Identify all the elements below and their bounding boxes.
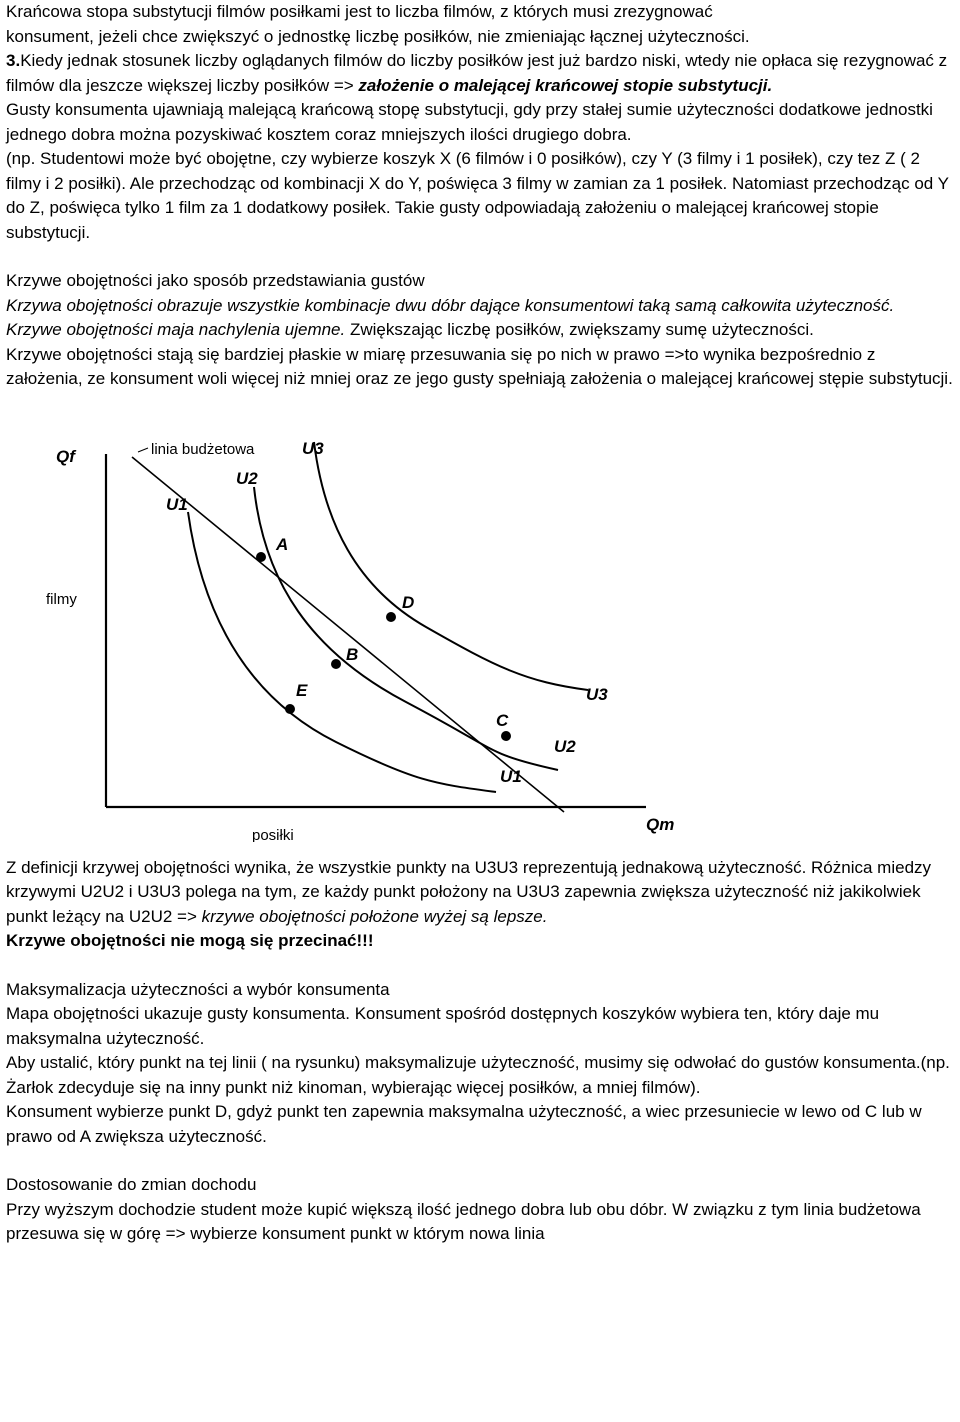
heading-indifference-curves: Krzywe obojętności jako sposób przedstawiania gustów [6, 271, 425, 290]
paragraph-no-crossing: Krzywe obojętności nie mogą się przecinać!!! [6, 931, 374, 950]
point-c-label: C [496, 710, 509, 730]
paragraph-definition [6, 0, 956, 49]
paragraph-tastes: Gusty konsumenta ujawniają malejącą krańcową stopę substytucji, gdy przy stałej sumie użyteczności dodatkowe jednostki jednego dobra można pozyskiwać kosztem coraz mniejszych ilości drugiego dobra. [6, 100, 933, 144]
paragraph-higher-income: Przy wyższym dochodzie student może kupić większą ilość jednego dobra lub obu dóbr. W związku z tym linia budżetowa przesuwa się w górę => wybierze konsument punkt w którym nowa linia [6, 1199, 921, 1243]
indifference-map-svg [6, 402, 686, 842]
emphasis-text: założenie o malejącej krańcowej stopie substytucji. [358, 75, 773, 95]
label-u3-right: U3 [586, 684, 608, 704]
point-e-label: E [296, 680, 308, 700]
budget-line [132, 457, 564, 812]
text-span: Z definicji krzywej obojętności wynika, że wszystkie punkty na U3U3 reprezentują jednakową użyteczność. Różnica miedzy krzywymi U2U2 i U3U3 polega na tym, ze każdy punkt położony na U3U3 zapewnia zwiększa użyteczność niż jakikolwiek punkt leżący na U2U2 => [6, 857, 932, 926]
point-a-label: A [276, 534, 289, 554]
point-c-marker [501, 731, 511, 741]
paragraph-choose-point: Aby ustalić, który punkt na tej linii ( na rysunku) maksymalizuje użyteczność, musimy się odwołać do gustów konsumenta.(np. Żarłok zdecyduje się na inny punkt niż kinoman, wybierając więcej posiłków, a mniej filmów). [6, 1053, 950, 1097]
label-u2-top: U2 [236, 468, 258, 488]
label-u2-right: U2 [554, 736, 576, 756]
text-span: Kiedy jednak stosunek liczby oglądanych filmów do liczby posiłków jest już bardzo niski, wtedy nie opłaca się rezygnować z filmów dla jeszcze większej liczby posiłków => [6, 51, 948, 95]
y-axis-label: Qf [56, 446, 75, 466]
label-u1-top: U1 [166, 494, 188, 514]
paragraph-flatter-curves: Krzywe obojętności stają się bardziej płaskie w miarę przesuwania się po nich w prawo =>to wynika bezpośrednio z założenia, ze konsument woli więcej niż mniej oraz ze jego gusty spełniają założenia o malejącej krańcowej stępie substytucji. [6, 344, 953, 388]
curve-u1 [188, 512, 496, 792]
list-number: 3. [6, 51, 21, 70]
paragraph-point-d: Konsument wybierze punkt D, gdyż punkt ten zapewnia maksymalna użyteczność, a wiec przesuniecie w lewo od C lub w prawo od A zwiększa użyteczność. [6, 1102, 922, 1146]
paragraph-negative-slope [6, 318, 956, 343]
point-e-marker [285, 704, 295, 714]
x-title: posiłki [252, 826, 294, 842]
heading-utility-maximization: Maksymalizacja użyteczności a wybór konsumenta [6, 979, 390, 999]
point-b-marker [331, 659, 341, 669]
paragraph-curve-definition: Krzywa obojętności obrazuje wszystkie kombinacje dwu dóbr dające konsumentowi taką samą całkowita użyteczność. [6, 295, 895, 315]
budget-line-label: linia budżetowa [151, 440, 255, 458]
curve-u2 [254, 487, 558, 770]
point-d-marker [386, 612, 396, 622]
point-d-label: D [402, 592, 415, 612]
budget-label-tick [138, 448, 148, 452]
point-a-marker [256, 552, 266, 562]
heading-income-change: Dostosowanie do zmian dochodu [6, 1175, 257, 1194]
indifference-map-figure [6, 402, 686, 842]
italic-text: Krzywe obojętności maja nachylenia ujemne. [6, 320, 346, 339]
italic-text: krzywe obojętności położone wyżej są lepsze. [201, 906, 548, 926]
text-line: konsument, jeżeli chce zwiększyć o jednostkę liczbę posiłków, nie zmieniając łącznej użyteczności. [6, 26, 750, 46]
label-u1-right: U1 [500, 766, 522, 786]
paragraph-higher-better [6, 856, 956, 930]
paragraph-example: (np. Studentowi może być obojętne, czy wybierze koszyk X (6 filmów i 0 posiłków), czy Y (3 filmy i 1 posiłek), czy tez Z ( 2 filmy i 2 posiłki). Ale przechodząc od kombinacji X do Y, poświęca 3 filmy w zamian za 1 posiłek. Natomiast przechodząc od Y do Z, poświęca tylko 1 film za 1 dodatkowy posiłek. Takie gusty odpowiadają założeniu o malejącej krańcowej stopie substytucji. [6, 149, 949, 242]
x-axis-label: Qm [646, 814, 675, 834]
paragraph-point-3 [6, 49, 956, 98]
point-b-label: B [346, 644, 359, 664]
text-line: Krańcowa stopa substytucji filmów posiłkami jest to liczba filmów, z których musi zrezygnować [6, 2, 713, 21]
text-span: Zwiększając liczbę posiłków, zwiększamy sumę użyteczności. [345, 320, 814, 339]
document [6, 0, 956, 1247]
paragraph-indifference-map: Mapa obojętności ukazuje gusty konsumenta. Konsument spośród dostępnych koszyków wybiera ten, który daje mu maksymalna użyteczność. [6, 1004, 880, 1048]
y-title: filmy [46, 590, 77, 608]
label-u3-top: U3 [302, 438, 324, 458]
